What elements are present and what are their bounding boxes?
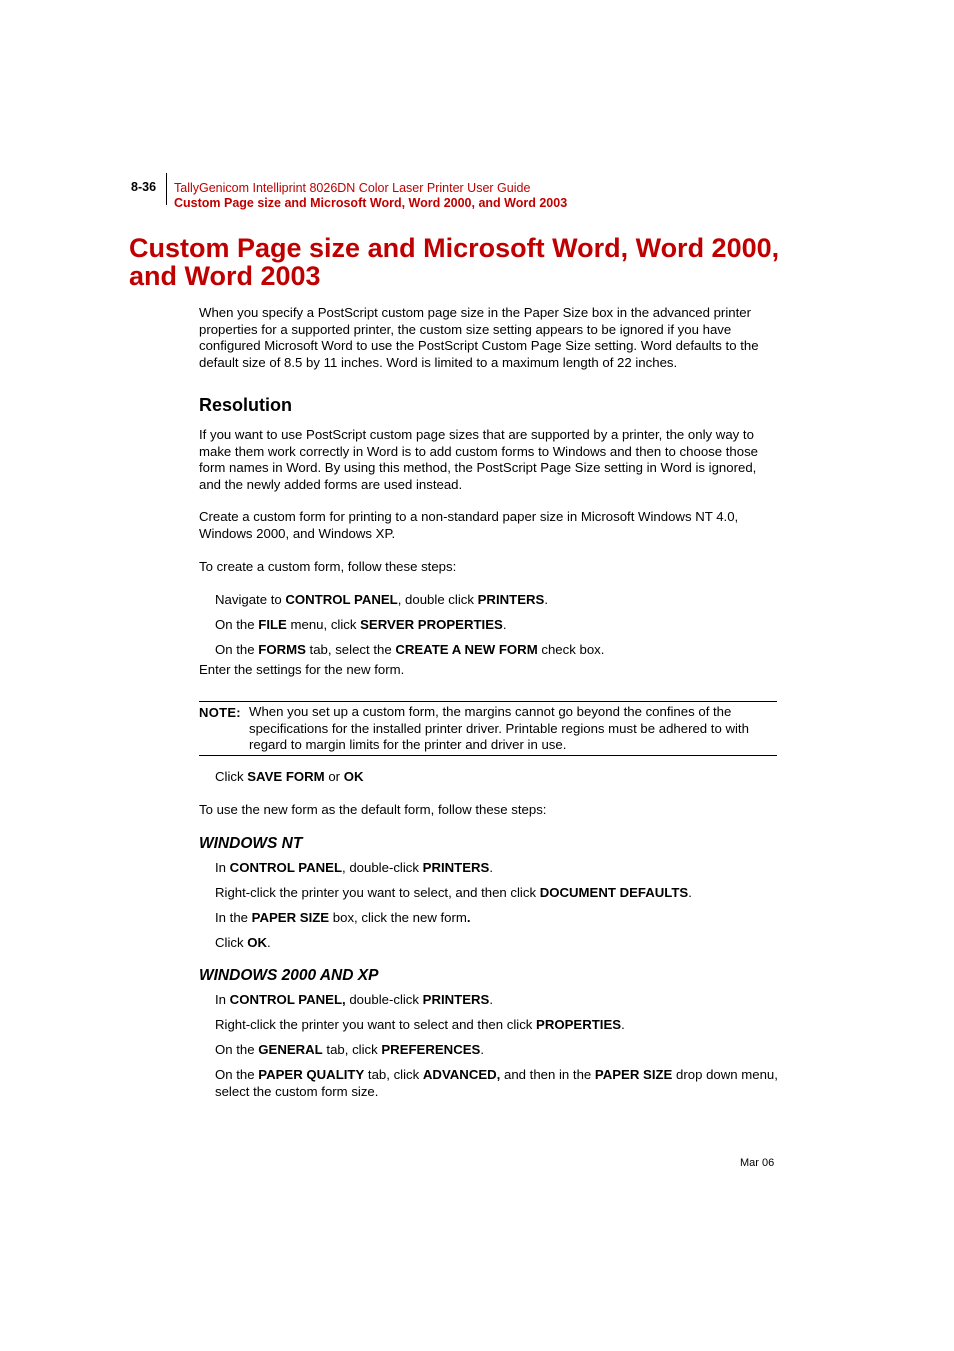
windows-2000-heading: WINDOWS 2000 AND XP bbox=[199, 967, 379, 984]
resolution-paragraph-3: To create a custom form, follow these steps: bbox=[199, 559, 457, 574]
resolution-paragraph-2: Create a custom form for printing to a non-standard paper size in Microsoft Windows NT 4.0, Windows 2000, and Windows XP. bbox=[199, 509, 739, 541]
windows-nt-heading: WINDOWS NT bbox=[199, 835, 303, 852]
create-step-1: Navigate to CONTROL PANEL, double click PRINTERS. bbox=[215, 592, 548, 607]
create-step-4: Enter the settings for the new form. bbox=[199, 662, 405, 677]
nt-step-1: In CONTROL PANEL, double-click PRINTERS. bbox=[215, 860, 494, 875]
nt-step-3: In the PAPER SIZE box, click the new form. bbox=[215, 910, 471, 925]
note-box bbox=[199, 701, 777, 756]
intro-paragraph: When you specify a PostScript custom page size in the Paper Size box in the advanced printer properties for a supported printer, the custom size setting appears to be ignored if you have configured Microsoft Word to use the PostScript Custom Page Size setting. Word defaults to the default size of 8.5 by 11 inches. Word is limited to a maximum length of 22 inches. bbox=[199, 305, 759, 370]
footer-date: Mar 06 bbox=[740, 1157, 775, 1169]
note-label: NOTE: bbox=[199, 705, 241, 720]
w2k-step-2: Right-click the printer you want to select and then click PROPERTIES. bbox=[215, 1017, 625, 1032]
page-number: 8-36 bbox=[131, 180, 157, 194]
default-form-intro: To use the new form as the default form, follow these steps: bbox=[199, 802, 547, 817]
resolution-paragraph-1: If you want to use PostScript custom page sizes that are supported by a printer, the only way to make them work correctly in Word is to add custom forms to Windows and then to choose those form names in Word. By using this method, the PostScript Page Size setting in Word is ignored, and the newly added forms are used instead. bbox=[199, 427, 759, 492]
page-title: Custom Page size and Microsoft Word, Word 2000, and Word 2003 bbox=[129, 233, 780, 291]
note-text: When you set up a custom form, the margins cannot go beyond the confines of the specifications for the installed printer driver. Printable regions must be adhered to with regard to margin limits for the printer and driver in use. bbox=[249, 704, 749, 752]
header-section-title: Custom Page size and Microsoft Word, Word 2000, and Word 2003 bbox=[174, 196, 568, 210]
header-guide-title: TallyGenicom Intelliprint 8026DN Color Laser Printer User Guide bbox=[174, 181, 531, 195]
save-form-step: Click SAVE FORM or OK bbox=[215, 769, 364, 784]
create-step-2: On the FILE menu, click SERVER PROPERTIES. bbox=[215, 617, 507, 632]
w2k-step-4: On the PAPER QUALITY tab, click ADVANCED, and then in the PAPER SIZE drop down menu, select the custom form size. bbox=[215, 1067, 778, 1099]
header-divider bbox=[166, 173, 167, 205]
resolution-heading: Resolution bbox=[199, 395, 292, 415]
nt-step-2: Right-click the printer you want to select, and then click DOCUMENT DEFAULTS. bbox=[215, 885, 692, 900]
nt-step-4: Click OK. bbox=[215, 935, 271, 950]
w2k-step-1: In CONTROL PANEL, double-click PRINTERS. bbox=[215, 992, 494, 1007]
create-step-3: On the FORMS tab, select the CREATE A NEW FORM check box. bbox=[215, 642, 605, 657]
w2k-step-3: On the GENERAL tab, click PREFERENCES. bbox=[215, 1042, 484, 1057]
